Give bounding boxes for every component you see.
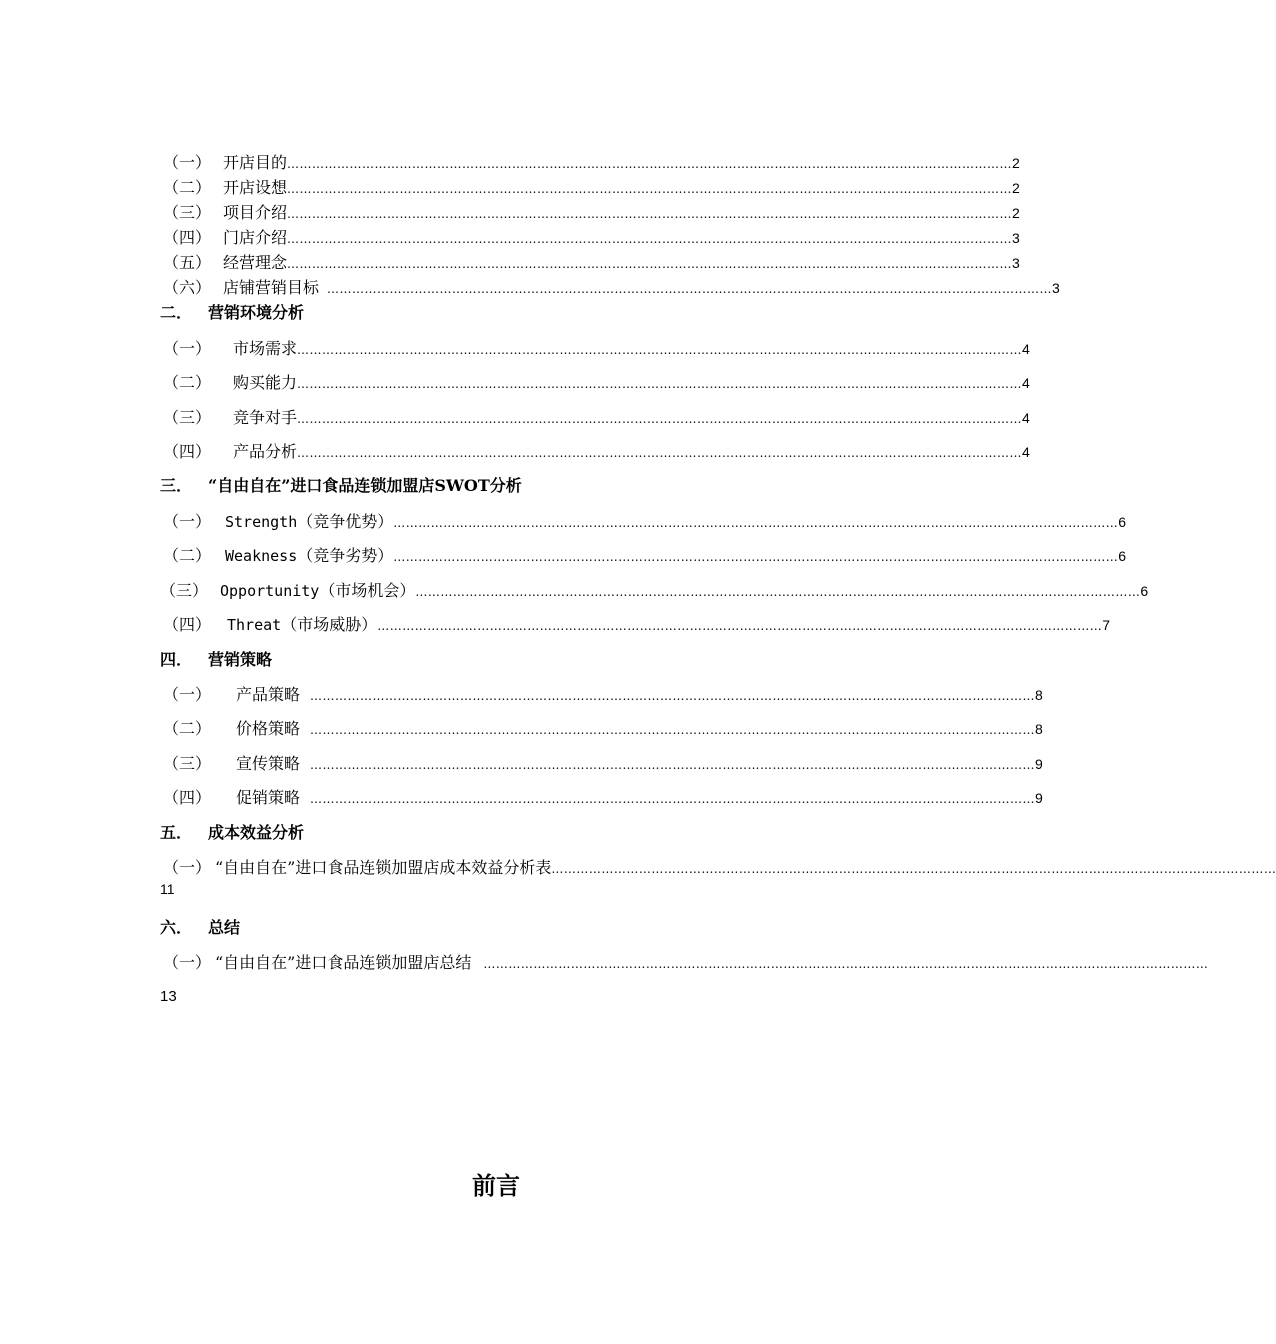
toc-leader-dots: ………………………………………………………………………………………………………………………………………………………… xyxy=(393,550,1119,564)
toc-heading-number: 三． xyxy=(160,476,193,495)
toc-entry[interactable] xyxy=(163,751,1043,774)
toc-entry[interactable] xyxy=(163,275,1060,298)
toc-entry-number: （三） xyxy=(163,203,212,222)
toc-entry-page: 13 xyxy=(160,988,177,1005)
toc-entry-page: 2 xyxy=(1012,205,1020,221)
toc-entry-page: 11 xyxy=(160,881,175,897)
toc-leader-dots: ………………………………………………………………………………………………………………………………………………………… xyxy=(287,182,1013,196)
toc-leader-dots: ………………………………………………………………………………………………………………………………………………………… xyxy=(310,723,1036,737)
toc-entry-page: 4 xyxy=(1022,341,1030,357)
toc-entry-label: （竞争劣势） xyxy=(297,546,394,565)
toc-entry-label: （市场机会） xyxy=(319,581,416,600)
toc-entry-label-en: Strength xyxy=(225,513,298,531)
toc-entry[interactable] xyxy=(163,543,1127,566)
toc-entry-number: （四） xyxy=(163,442,212,461)
toc-entry-page: 6 xyxy=(1118,548,1127,564)
toc-leader-dots: ………………………………………………………………………………………………………………………………………………………… xyxy=(327,282,1053,296)
toc-entry-label: 竞争对手 xyxy=(233,408,298,427)
toc-heading-number: 二． xyxy=(160,303,193,322)
toc-entry-label: 店铺营销目标 xyxy=(223,278,320,297)
toc-leader-dots: ………………………………………………………………………………………………………………………………………………………… xyxy=(287,207,1013,221)
toc-entry[interactable] xyxy=(163,855,1276,878)
toc-leader-dots: ………………………………………………………………………………………………………………………………………………………… xyxy=(415,585,1141,599)
toc-entry-label: “自由自在”进口食品连锁加盟店总结 xyxy=(215,953,472,972)
toc-entry[interactable] xyxy=(163,716,1043,739)
toc-entry[interactable] xyxy=(163,225,1020,248)
toc-entry-label: 经营理念 xyxy=(223,253,288,272)
toc-entry-number: （四） xyxy=(163,228,212,247)
toc-leader-dots: ………………………………………………………………………………………………………………………………………………………… xyxy=(483,957,1209,971)
toc-entry-number: （二） xyxy=(163,546,212,565)
toc-heading[interactable] xyxy=(160,915,240,938)
toc-entry-number: （一） xyxy=(163,153,212,172)
toc-entry-page: 8 xyxy=(1035,721,1043,737)
toc-entry-page: 4 xyxy=(1022,410,1030,426)
toc-heading[interactable] xyxy=(160,820,304,843)
toc-entry-page: 8 xyxy=(1035,687,1043,703)
toc-entry-page: 2 xyxy=(1012,180,1020,196)
toc-heading-number: 四． xyxy=(160,650,193,669)
page-title: 前言 xyxy=(472,1172,520,1200)
toc-entry-page: 4 xyxy=(1022,444,1030,460)
toc-entry[interactable] xyxy=(163,370,1030,393)
toc-entry-number: （六） xyxy=(163,278,212,297)
toc-entry-page: 4 xyxy=(1022,375,1030,391)
toc-leader-dots: ………………………………………………………………………………………………………………………………………………………… xyxy=(310,758,1036,772)
toc-entry[interactable] xyxy=(163,175,1020,198)
toc-entry-page: 7 xyxy=(1102,617,1110,633)
toc-entry-label: 宣传策略 xyxy=(236,754,301,773)
toc-entry-label: 产品分析 xyxy=(233,442,298,461)
toc-entry-page: 9 xyxy=(1035,756,1043,772)
toc-entry-label: “自由自在”进口食品连锁加盟店成本效益分析表 xyxy=(215,858,552,877)
toc-entry-label: 促销策略 xyxy=(236,788,301,807)
toc-heading[interactable] xyxy=(160,473,522,496)
toc-leader-dots: ………………………………………………………………………………………………………………………………………………………… xyxy=(310,792,1036,806)
toc-entry-page: 6 xyxy=(1140,583,1149,599)
toc-entry-page: 3 xyxy=(1012,255,1020,271)
toc-entry-number: （一） xyxy=(163,953,212,972)
toc-entry-number: （一） xyxy=(163,339,212,358)
toc-entry-number: （一） xyxy=(163,512,212,531)
toc-entry-label-en: Opportunity xyxy=(220,582,320,600)
toc-heading-number: 五． xyxy=(160,823,193,842)
toc-entry-label: （市场威胁） xyxy=(281,615,378,634)
toc-entry-number: （三） xyxy=(163,408,212,427)
toc-entry[interactable] xyxy=(163,405,1030,428)
toc-heading[interactable] xyxy=(160,647,272,670)
toc-heading-number: 六． xyxy=(160,918,193,937)
toc-entry[interactable] xyxy=(163,439,1030,462)
toc-leader-dots: ………………………………………………………………………………………………………………………………………………………… xyxy=(297,446,1023,460)
toc-entry-number: （二） xyxy=(163,178,212,197)
toc-entry[interactable] xyxy=(163,950,1209,973)
toc-entry-page: 3 xyxy=(1052,280,1060,296)
toc-leader-dots: ………………………………………………………………………………………………………………………………………………………… xyxy=(551,862,1276,876)
toc-entry-label: 开店设想 xyxy=(223,178,288,197)
toc-leader-dots: ………………………………………………………………………………………………………………………………………………………… xyxy=(287,232,1013,246)
toc-entry-number: （一） xyxy=(163,858,212,877)
toc-entry[interactable] xyxy=(163,200,1020,223)
toc-entry-label: 购买能力 xyxy=(233,373,298,392)
toc-leader-dots: ………………………………………………………………………………………………………………………………………………………… xyxy=(310,689,1036,703)
toc-entry-label: 开店目的 xyxy=(223,153,288,172)
toc-entry-number: （二） xyxy=(163,373,212,392)
toc-entry-label: 价格策略 xyxy=(236,719,301,738)
toc-leader-dots: ………………………………………………………………………………………………………………………………………………………… xyxy=(287,257,1013,271)
toc-entry[interactable] xyxy=(163,509,1127,532)
toc-leader-dots: ………………………………………………………………………………………………………………………………………………………… xyxy=(297,343,1023,357)
toc-leader-dots: ………………………………………………………………………………………………………………………………………………………… xyxy=(297,377,1023,391)
toc-entry-number: （五） xyxy=(163,253,212,272)
toc-entry-number: （四） xyxy=(163,788,212,807)
toc-heading-title: 营销环境分析 xyxy=(208,303,305,322)
toc-entry-label: 门店介绍 xyxy=(223,228,288,247)
toc-entry[interactable] xyxy=(163,682,1043,705)
toc-entry-number: （二） xyxy=(163,719,212,738)
toc-entry-label: 产品策略 xyxy=(236,685,301,704)
toc-entry-label: 项目介绍 xyxy=(223,203,288,222)
toc-entry-page: 2 xyxy=(1012,155,1020,171)
toc-entry-number: （三） xyxy=(160,581,209,600)
toc-entry-label: （竞争优势） xyxy=(297,512,394,531)
toc-heading-title: “自由自在”进口食品连锁加盟店SWOT分析 xyxy=(208,476,522,495)
toc-entry[interactable] xyxy=(163,336,1030,359)
toc-leader-dots: ………………………………………………………………………………………………………………………………………………………… xyxy=(377,619,1103,633)
toc-leader-dots: ………………………………………………………………………………………………………………………………………………………… xyxy=(297,412,1023,426)
toc-entry[interactable] xyxy=(163,785,1043,808)
toc-entry-page: 3 xyxy=(1012,230,1020,246)
toc-entry-label-en: Weakness xyxy=(225,547,298,565)
toc-heading-title: 总结 xyxy=(208,918,241,937)
toc-entry[interactable] xyxy=(160,578,1149,601)
toc-entry-label-en: Threat xyxy=(227,616,282,634)
toc-entry-number: （四） xyxy=(163,615,212,634)
toc-entry[interactable] xyxy=(163,250,1020,273)
toc-heading-title: 营销策略 xyxy=(208,650,273,669)
toc-heading[interactable] xyxy=(160,300,304,323)
toc-entry-page: 9 xyxy=(1035,790,1043,806)
toc-entry-number: （一） xyxy=(163,685,212,704)
toc-heading-title: 成本效益分析 xyxy=(208,823,305,842)
toc-entry-number: （三） xyxy=(163,754,212,773)
toc-entry[interactable] xyxy=(163,150,1020,173)
toc-entry-page: 6 xyxy=(1118,514,1127,530)
toc-entry[interactable] xyxy=(163,612,1110,635)
toc-leader-dots: ………………………………………………………………………………………………………………………………………………………… xyxy=(287,157,1013,171)
toc-leader-dots: ………………………………………………………………………………………………………………………………………………………… xyxy=(393,516,1119,530)
toc-entry-label: 市场需求 xyxy=(233,339,298,358)
